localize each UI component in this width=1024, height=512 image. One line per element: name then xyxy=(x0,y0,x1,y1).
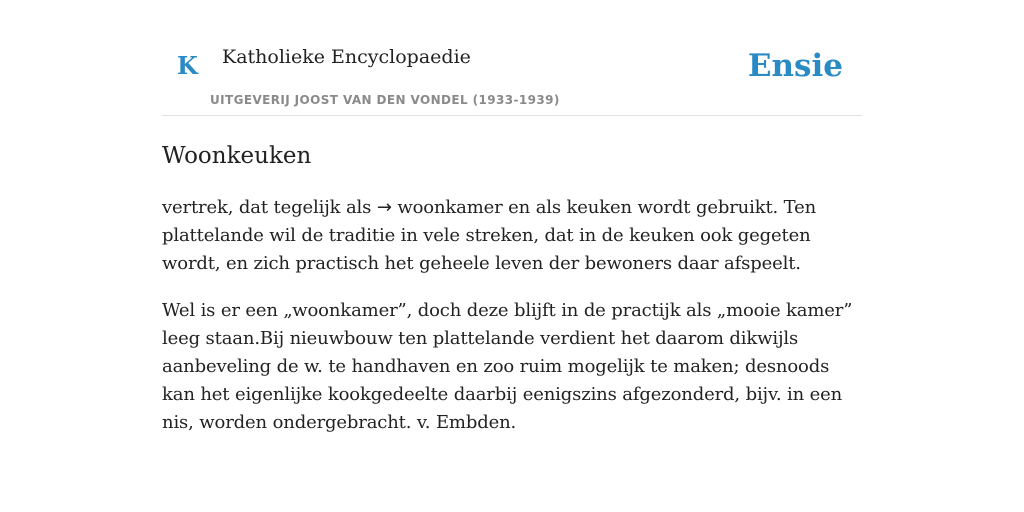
paragraph-text: woonkamer en als keuken wordt gebruikt. Ten plattelande wil de traditie in vele streken, dat in de keuken ook gegeten wordt, en zich practisch het geheele leven der bewoners daar afspeelt. xyxy=(162,196,817,274)
page xyxy=(162,0,862,437)
ensie-logo-link[interactable]: Ensie xyxy=(747,48,843,84)
arrow-icon: → xyxy=(376,196,392,218)
header xyxy=(162,0,862,116)
paragraph-text: vertrek, dat tegelijk als xyxy=(162,196,377,218)
encyclopedia-title-link[interactable]: Katholieke Encyclopaedie xyxy=(222,46,471,68)
publisher-label: UITGEVERIJ JOOST VAN DEN VONDEL (1933-1939) xyxy=(210,93,560,107)
article-paragraph-2: Wel is er een „woonkamer”, doch deze blijft in de practijk als „mooie kamer” leeg staan.Bij nieuwbouw ten plattelande verdient het daarom dikwijls aanbeveling de w. te handhaven en zoo ruim mogelijk te maken; desnoods kan het eigenlijke kookgedeelte daarbij eenigszins afgezonderd, bijv. in een nis, worden ondergebracht. v. Embden. xyxy=(162,299,853,433)
encyclopedia-logo-icon[interactable]: K xyxy=(177,51,198,80)
article-paragraph-1 xyxy=(162,194,862,278)
article-title: Woonkeuken xyxy=(162,143,312,169)
